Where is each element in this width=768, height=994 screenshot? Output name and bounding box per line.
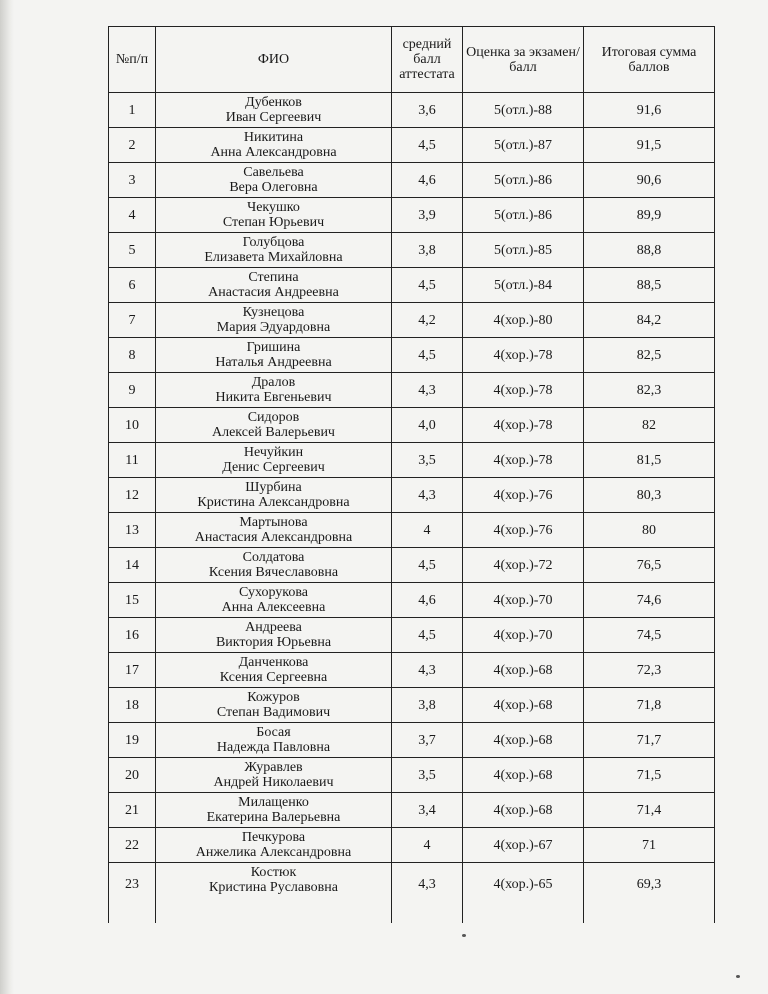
surname: Печкурова [241,830,306,845]
row-fio [156,233,392,268]
row-number: 3 [109,163,156,198]
row-avg-score: 3,6 [392,93,463,128]
given-names: Екатерина Валерьевна [206,810,341,825]
row-total-score: 74,6 [584,583,715,618]
row-fio [156,93,392,128]
given-names: Вера Олеговна [229,180,318,195]
table-row [109,513,715,548]
row-fio [156,128,392,163]
table-row [109,548,715,583]
row-fio [156,373,392,408]
row-exam-score: 4(хор.)-70 [463,583,584,618]
row-number: 23 [109,863,156,924]
row-avg-score: 4,2 [392,303,463,338]
surname: Чекушко [247,200,300,215]
row-total-score: 82,3 [584,373,715,408]
row-fio [156,198,392,233]
row-exam-score: 4(хор.)-72 [463,548,584,583]
given-names: Виктория Юрьевна [215,635,332,650]
given-names: Андрей Николаевич [213,775,334,790]
header-exam: Оценка за экзамен/балл [463,27,584,93]
row-total-score: 88,8 [584,233,715,268]
row-number: 8 [109,338,156,373]
row-exam-score: 4(хор.)-68 [463,723,584,758]
row-total-score: 89,9 [584,198,715,233]
row-fio [156,268,392,303]
surname: Кожуров [247,690,300,705]
table-row [109,828,715,863]
surname: Данченкова [238,655,309,670]
row-avg-score: 3,5 [392,758,463,793]
row-fio [156,513,392,548]
scan-speck [462,934,466,937]
row-exam-score: 4(хор.)-68 [463,793,584,828]
table-row [109,478,715,513]
row-total-score: 69,3 [584,863,715,924]
given-names: Алексей Валерьевич [212,425,335,440]
table-row [109,583,715,618]
table-row [109,268,715,303]
row-avg-score: 3,9 [392,198,463,233]
row-avg-score: 4,5 [392,268,463,303]
row-avg-score: 4,3 [392,863,463,924]
table-row [109,758,715,793]
surname: Сухорукова [238,585,308,600]
row-total-score: 88,5 [584,268,715,303]
row-avg-score: 3,8 [392,688,463,723]
row-avg-score: 3,5 [392,443,463,478]
row-number: 19 [109,723,156,758]
row-exam-score: 4(хор.)-68 [463,758,584,793]
table-row [109,128,715,163]
given-names: Степан Вадимович [216,705,331,720]
surname: Мартынова [239,515,308,530]
row-avg-score: 4,0 [392,408,463,443]
row-exam-score: 4(хор.)-78 [463,408,584,443]
surname: Андреева [245,620,302,635]
row-number: 9 [109,373,156,408]
table-row [109,688,715,723]
row-total-score: 91,6 [584,93,715,128]
surname: Костюк [250,865,297,880]
row-exam-score: 5(отл.)-88 [463,93,584,128]
row-number: 14 [109,548,156,583]
row-exam-score: 4(хор.)-78 [463,443,584,478]
table-row [109,198,715,233]
row-total-score: 72,3 [584,653,715,688]
row-fio [156,863,392,924]
header-total: Итоговая сумма баллов [584,27,715,93]
row-exam-score: 4(хор.)-80 [463,303,584,338]
table-row [109,338,715,373]
row-avg-score: 3,8 [392,233,463,268]
given-names: Ксения Сергеевна [219,670,328,685]
table-row [109,303,715,338]
row-fio [156,163,392,198]
given-names: Иван Сергеевич [225,110,322,125]
row-number: 4 [109,198,156,233]
row-fio [156,618,392,653]
row-avg-score: 4,3 [392,478,463,513]
given-names: Анастасия Александровна [194,530,353,545]
row-total-score: 80 [584,513,715,548]
row-exam-score: 5(отл.)-86 [463,198,584,233]
row-total-score: 74,5 [584,618,715,653]
table-body [109,93,715,924]
row-total-score: 71,5 [584,758,715,793]
given-names: Наталья Андреевна [215,355,332,370]
row-fio [156,338,392,373]
row-fio [156,828,392,863]
table-row [109,723,715,758]
table-header [109,27,715,93]
row-avg-score: 4,6 [392,583,463,618]
row-avg-score: 4,5 [392,618,463,653]
row-fio [156,303,392,338]
surname: Солдатова [242,550,305,565]
row-avg-score: 4,5 [392,548,463,583]
given-names: Кристина Руславовна [209,880,338,895]
row-number: 11 [109,443,156,478]
row-fio [156,548,392,583]
row-fio [156,583,392,618]
row-exam-score: 4(хор.)-78 [463,373,584,408]
row-total-score: 80,3 [584,478,715,513]
row-number: 16 [109,618,156,653]
table-row [109,373,715,408]
row-exam-score: 4(хор.)-76 [463,478,584,513]
header-avg: средний балл аттестата [392,27,463,93]
table-row [109,653,715,688]
surname: Никитина [243,130,304,145]
row-exam-score: 4(хор.)-78 [463,338,584,373]
table-row [109,163,715,198]
surname: Голубцова [242,235,305,250]
row-number: 15 [109,583,156,618]
surname: Нечуйкин [243,445,304,460]
given-names: Анна Александровна [210,145,337,160]
row-number: 1 [109,93,156,128]
row-number: 2 [109,128,156,163]
row-exam-score: 5(отл.)-85 [463,233,584,268]
row-total-score: 71,8 [584,688,715,723]
row-avg-score: 4,6 [392,163,463,198]
given-names: Анна Алексеевна [221,600,326,615]
surname: Шурбина [245,480,302,495]
row-total-score: 91,5 [584,128,715,163]
row-fio [156,408,392,443]
table-row [109,618,715,653]
row-avg-score: 4 [392,513,463,548]
table-row [109,863,715,924]
row-fio [156,478,392,513]
row-avg-score: 4,5 [392,338,463,373]
given-names: Мария Эдуардовна [216,320,331,335]
row-exam-score: 5(отл.)-87 [463,128,584,163]
header-fio: ФИО [156,27,392,93]
surname: Милащенко [238,795,309,810]
given-names: Денис Сергеевич [222,460,325,475]
surname: Дубенков [245,95,302,110]
row-number: 22 [109,828,156,863]
row-total-score: 81,5 [584,443,715,478]
surname: Степина [248,270,299,285]
row-total-score: 71,4 [584,793,715,828]
row-exam-score: 4(хор.)-67 [463,828,584,863]
row-fio [156,443,392,478]
row-number: 6 [109,268,156,303]
row-total-score: 82 [584,408,715,443]
row-number: 17 [109,653,156,688]
row-number: 5 [109,233,156,268]
row-avg-score: 4,5 [392,128,463,163]
surname: Гришина [246,340,301,355]
scan-speck [736,975,740,978]
table-row [109,408,715,443]
row-avg-score: 3,7 [392,723,463,758]
surname: Сидоров [247,410,300,425]
row-number: 7 [109,303,156,338]
row-total-score: 90,6 [584,163,715,198]
row-total-score: 82,5 [584,338,715,373]
row-number: 18 [109,688,156,723]
row-exam-score: 4(хор.)-68 [463,653,584,688]
header-num: №п/п [109,27,156,93]
row-exam-score: 4(хор.)-65 [463,863,584,924]
row-exam-score: 5(отл.)-86 [463,163,584,198]
table-row [109,233,715,268]
surname: Кузнецова [242,305,305,320]
given-names: Надежда Павловна [216,740,331,755]
table-row [109,793,715,828]
row-fio [156,793,392,828]
row-number: 21 [109,793,156,828]
given-names: Кристина Александровна [197,495,350,510]
surname: Босая [256,725,291,740]
row-total-score: 76,5 [584,548,715,583]
row-fio [156,653,392,688]
row-total-score: 71 [584,828,715,863]
table-row [109,93,715,128]
table-row [109,443,715,478]
row-fio [156,688,392,723]
row-fio [156,723,392,758]
scan-edge-shadow [0,0,14,994]
row-number: 12 [109,478,156,513]
row-avg-score: 4,3 [392,653,463,688]
given-names: Ксения Вячеславовна [208,565,339,580]
surname: Журавлев [244,760,303,775]
given-names: Елизавета Михайловна [204,250,343,265]
row-exam-score: 5(отл.)-84 [463,268,584,303]
surname: Савельева [243,165,304,180]
row-total-score: 84,2 [584,303,715,338]
results-table [108,26,715,923]
given-names: Степан Юрьевич [222,215,325,230]
header-row [109,27,715,93]
row-fio [156,758,392,793]
row-number: 13 [109,513,156,548]
given-names: Никита Евгеньевич [215,390,332,405]
row-total-score: 71,7 [584,723,715,758]
row-exam-score: 4(хор.)-70 [463,618,584,653]
row-number: 20 [109,758,156,793]
surname: Дралов [251,375,296,390]
given-names: Анастасия Андреевна [208,285,339,300]
row-avg-score: 4,3 [392,373,463,408]
row-avg-score: 3,4 [392,793,463,828]
row-exam-score: 4(хор.)-68 [463,688,584,723]
row-number: 10 [109,408,156,443]
row-avg-score: 4 [392,828,463,863]
given-names: Анжелика Александровна [195,845,352,860]
row-exam-score: 4(хор.)-76 [463,513,584,548]
